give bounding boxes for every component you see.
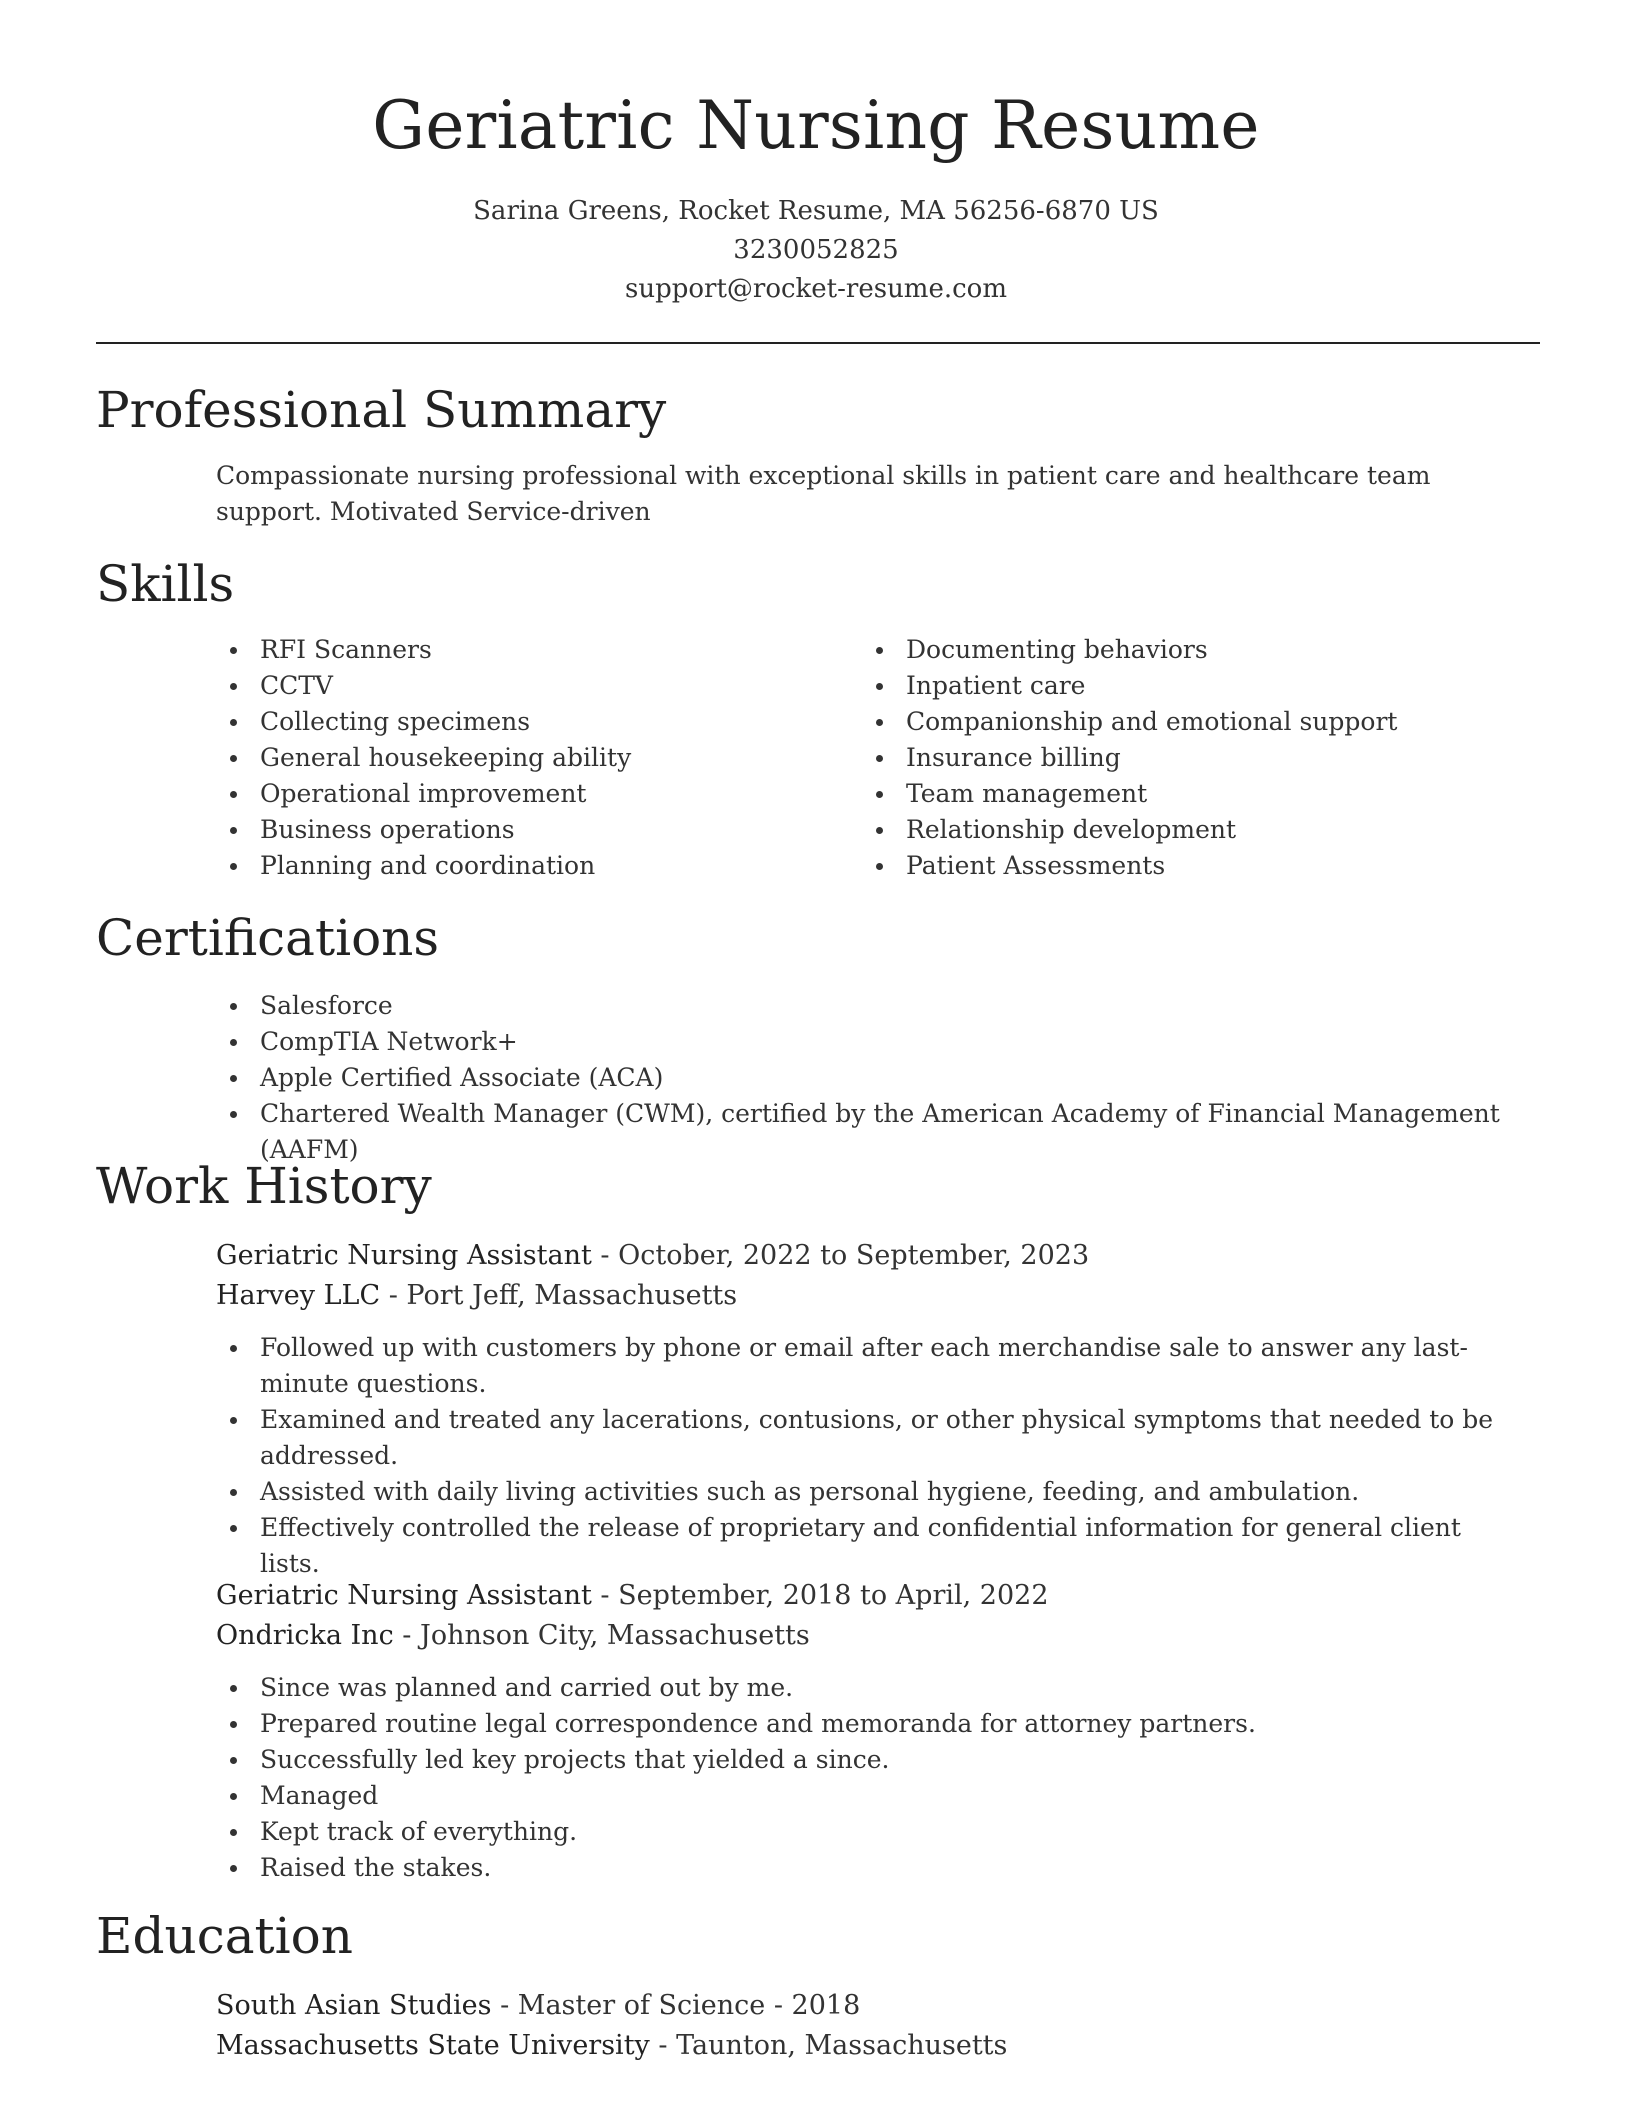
job-bullets — [216, 1330, 1506, 1582]
certifications-block — [216, 988, 1556, 1168]
skills-column-left — [216, 632, 856, 884]
certifications-heading: Certifications — [96, 909, 440, 967]
skill-item: General housekeeping ability — [216, 740, 856, 776]
skill-item: Patient Assessments — [862, 848, 1502, 884]
job-company: Ondricka Inc — [216, 1620, 394, 1651]
job-bullets — [216, 1670, 1506, 1886]
education-heading: Education — [96, 1907, 353, 1965]
certifications-list — [216, 988, 1556, 1168]
skill-item: Documenting behaviors — [862, 632, 1502, 668]
education-school: Massachusetts State University — [216, 2030, 650, 2061]
skills-list-right — [862, 632, 1502, 884]
skill-item: Team management — [862, 776, 1502, 812]
certification-item: Apple Certified Associate (ACA) — [216, 1060, 1556, 1096]
education-degree-line — [216, 1986, 860, 2026]
job-bullet: Examined and treated any lacerations, contusions, or other physical symptoms that needed to be addressed. — [216, 1402, 1506, 1474]
summary-text: Compassionate nursing professional with exceptional skills in patient care and healthcare team support. Motivated Service-driven — [216, 461, 1431, 526]
job-bullet: Successfully led key projects that yielded a since. — [216, 1742, 1506, 1778]
job-title-line — [216, 1236, 1089, 1276]
skills-list-left — [216, 632, 856, 884]
education-location: - Taunton, Massachusetts — [649, 2030, 1008, 2061]
work-history-heading: Work History — [96, 1157, 432, 1215]
job-bullet: Effectively controlled the release of proprietary and confidential information for general client lists. — [216, 1510, 1506, 1582]
skill-item: RFI Scanners — [216, 632, 856, 668]
education-degree-year: - Master of Science - 2018 — [491, 1990, 861, 2021]
job-bullet: Followed up with customers by phone or email after each merchandise sale to answer any last-minute questions. — [216, 1330, 1506, 1402]
job-location: - Johnson City, Massachusetts — [393, 1620, 810, 1651]
job-dates: - September, 2018 to April, 2022 — [591, 1580, 1049, 1611]
contact-address: Sarina Greens, Rocket Resume, MA 56256-6870 US — [473, 196, 1159, 226]
certification-item: Chartered Wealth Manager (CWM), certified by the American Academy of Financial Management (AAFM) — [216, 1096, 1556, 1168]
contact-phone: 3230052825 — [733, 235, 899, 265]
job-bullet: Since was planned and carried out by me. — [216, 1670, 1506, 1706]
job-title-line — [216, 1576, 1049, 1616]
skill-item: Insurance billing — [862, 740, 1502, 776]
summary-heading: Professional Summary — [96, 381, 667, 439]
job-company-line — [216, 1276, 737, 1316]
job-bullet: Prepared routine legal correspondence and memoranda for attorney partners. — [216, 1706, 1506, 1742]
job-bullet: Kept track of everything. — [216, 1814, 1506, 1850]
job-bullets-block — [216, 1330, 1506, 1582]
skills-column-right — [862, 632, 1502, 884]
job-company-line — [216, 1616, 810, 1656]
header-divider — [96, 342, 1540, 344]
certification-item: CompTIA Network+ — [216, 1024, 1556, 1060]
skill-item: Relationship development — [862, 812, 1502, 848]
education-school-line — [216, 2026, 1007, 2066]
job-dates: - October, 2022 to September, 2023 — [591, 1240, 1090, 1271]
job-title: Geriatric Nursing Assistant — [216, 1240, 592, 1271]
job-bullet: Raised the stakes. — [216, 1850, 1506, 1886]
resume-title: Geriatric Nursing Resume — [372, 87, 1260, 164]
certification-item: Salesforce — [216, 988, 1556, 1024]
job-title: Geriatric Nursing Assistant — [216, 1580, 592, 1611]
contact-block — [0, 192, 1632, 309]
skill-item: Collecting specimens — [216, 704, 856, 740]
contact-email: support@rocket-resume.com — [624, 274, 1007, 304]
job-location: - Port Jeff, Massachusetts — [380, 1280, 738, 1311]
skill-item: Companionship and emotional support — [862, 704, 1502, 740]
skill-item: Business operations — [216, 812, 856, 848]
job-bullet: Assisted with daily living activities such as personal hygiene, feeding, and ambulation. — [216, 1474, 1506, 1510]
skill-item: CCTV — [216, 668, 856, 704]
education-field: South Asian Studies — [216, 1990, 492, 2021]
resume-header — [0, 0, 1632, 309]
skill-item: Inpatient care — [862, 668, 1502, 704]
skills-heading: Skills — [96, 555, 235, 613]
skill-item: Operational improvement — [216, 776, 856, 812]
job-bullet: Managed — [216, 1778, 1506, 1814]
skill-item: Planning and coordination — [216, 848, 856, 884]
job-company: Harvey LLC — [216, 1280, 381, 1311]
job-bullets-block — [216, 1670, 1506, 1886]
